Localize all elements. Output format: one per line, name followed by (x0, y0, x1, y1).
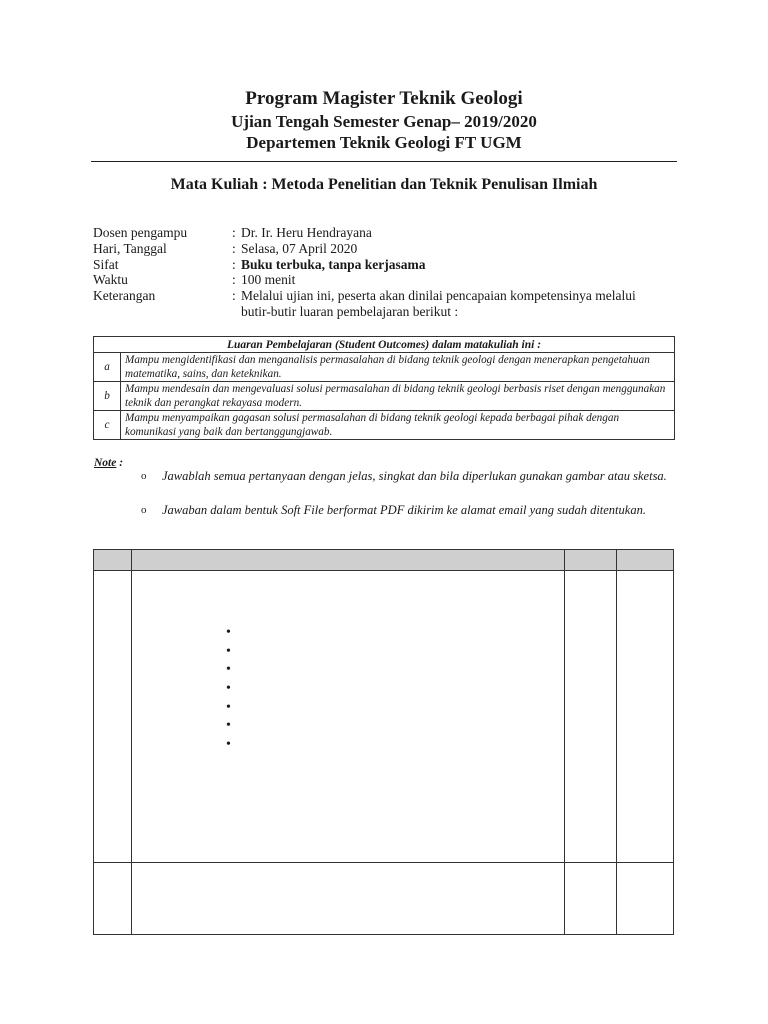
question-score-cell (617, 571, 674, 863)
colon: : (232, 272, 236, 287)
remarks-label: Keterangan (93, 288, 156, 303)
nature-value: Buku terbuka, tanpa kerjasama (241, 257, 426, 272)
bullet-list (226, 624, 231, 755)
outcome-row (94, 353, 675, 382)
outcomes-table (93, 336, 675, 440)
bullet-icon: • (226, 643, 231, 659)
bullet-icon: • (226, 718, 231, 734)
question-table (93, 549, 674, 935)
time-value: 100 menit (241, 272, 296, 287)
course-title: Mata Kuliah : Metoda Penelitian dan Teknik Penulisan Ilmiah (170, 176, 598, 193)
bullet-icon: • (226, 699, 231, 715)
outcome-text: Mampu mengidentifikasi dan menganalisis permasalahan di bidang teknik geologi dengan menerapkan pengetahuan matematika, sains, dan keteknikan. (121, 353, 675, 382)
note-label (94, 457, 123, 469)
date-label: Hari, Tanggal (93, 241, 167, 256)
circle-bullet-icon: o (141, 504, 147, 516)
exam-title: Ujian Tengah Semester Genap– 2019/2020 (231, 112, 537, 131)
outcome-text: Mampu menyampaikan gagasan solusi permasalahan di bidang teknik geologi kepada berbagai pihak dengan komunikasi yang baik dan bertanggungjawab. (121, 411, 675, 440)
question-number-cell (94, 862, 132, 934)
circle-bullet-icon: o (141, 470, 147, 482)
remarks-value: Melalui ujian ini, peserta akan dinilai pencapaian kompetensinya melalui (241, 288, 636, 303)
bullet-icon: • (226, 625, 231, 640)
remarks-value-continued: butir-butir luaran pembelajaran berikut : (241, 304, 459, 319)
bullet-icon: • (226, 681, 231, 697)
colon: : (232, 225, 236, 240)
header-divider (91, 161, 677, 162)
note-item (141, 468, 675, 485)
outcome-letter: b (94, 382, 121, 411)
lecturer-value: Dr. Ir. Heru Hendrayana (241, 225, 372, 240)
outcome-letter: a (94, 353, 121, 382)
header-cell-question (131, 550, 564, 571)
question-row (94, 571, 674, 863)
question-outcome-cell (565, 862, 617, 934)
lecturer-label: Dosen pengampu (93, 225, 188, 240)
question-row (94, 862, 674, 934)
department-title: Departemen Teknik Geologi FT UGM (246, 133, 522, 152)
date-value: Selasa, 07 April 2020 (241, 241, 358, 256)
note-text: Jawablah semua pertanyaan dengan jelas, singkat dan bila diperlukan gunakan gambar atau sketsa. (162, 469, 667, 483)
outcome-letter: c (94, 411, 121, 440)
nature-label: Sifat (93, 257, 119, 272)
time-label: Waktu (93, 272, 128, 287)
bullet-icon: • (226, 662, 231, 678)
question-number-cell (94, 571, 132, 863)
note-label-text: Note (94, 457, 117, 469)
outcome-text: Mampu mendesain dan mengevaluasi solusi permasalahan di bidang teknik geologi berbasis riset dengan menggunakan teknik dan perangkat rekayasa modern. (121, 382, 675, 411)
colon: : (232, 241, 236, 256)
question-score-cell (617, 862, 674, 934)
program-title: Program Magister Teknik Geologi (245, 88, 523, 109)
question-content-cell (131, 862, 564, 934)
question-content-cell (131, 571, 564, 863)
header-cell-score (617, 550, 674, 571)
bullet-icon: • (226, 737, 231, 753)
note-item (141, 502, 675, 519)
colon: : (232, 288, 236, 303)
question-outcome-cell (565, 571, 617, 863)
question-table-header (94, 550, 674, 571)
colon: : (232, 257, 236, 272)
header-cell-number (94, 550, 132, 571)
outcome-row (94, 411, 675, 440)
header-cell-outcome (565, 550, 617, 571)
note-label-suffix: : (116, 457, 124, 469)
outcome-row (94, 382, 675, 411)
outcomes-title: Luaran Pembelajaran (Student Outcomes) dalam matakuliah ini : (94, 337, 675, 353)
note-text: Jawaban dalam bentuk Soft File berformat PDF dikirim ke alamat email yang sudah ditentukan. (162, 503, 646, 517)
